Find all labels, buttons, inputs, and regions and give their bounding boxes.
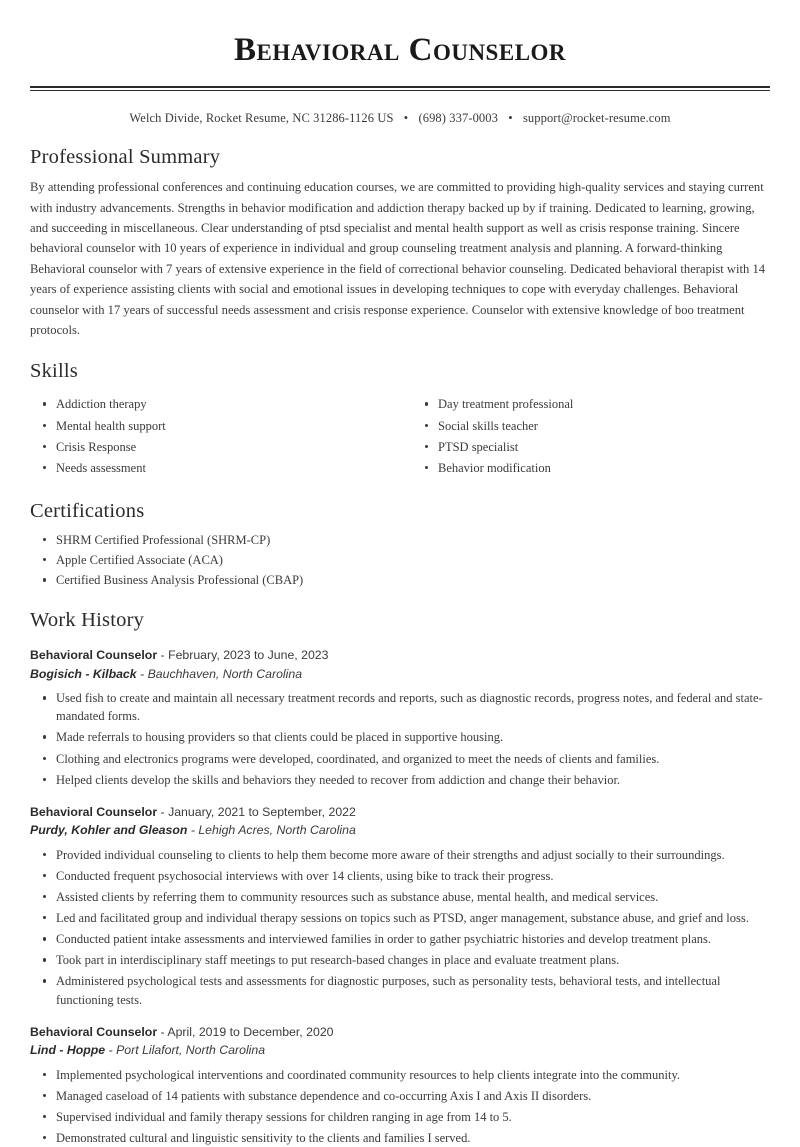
- contact-phone: (698) 337-0003: [418, 111, 498, 125]
- job-bullets: [30, 689, 770, 789]
- job-company: Purdy, Kohler and Gleason: [30, 823, 187, 837]
- contact-info: [30, 111, 770, 126]
- skills-column-right: [400, 391, 770, 480]
- list-item: Implemented psychological interventions and coordinated community resources to help clients integrate into the community.: [56, 1066, 770, 1084]
- section-professional-summary: [30, 146, 770, 340]
- list-item: Clothing and electronics programs were developed, coordinated, and organized to meet the needs of clients and families.: [56, 750, 770, 768]
- job-bullets: [30, 1066, 770, 1147]
- job-separator: -: [161, 648, 165, 662]
- job-role: Behavioral Counselor: [30, 648, 157, 662]
- contact-email: support@rocket-resume.com: [523, 111, 671, 125]
- summary-paragraph: By attending professional conferences and continuing education courses, we are committed to providing high-quality services and staying current with industry advancements. Strengths in behavior modification and addiction therapy backed up by if training. Dedicated to learning, growing, and succeeding in miscellaneous. Clear understanding of ptsd specialist and mental health support as well as crisis response training. Sincere behavioral counselor with 10 years of experience in individual and group counseling treatment analysis and planning. A forward-thinking Behavioral counselor with 7 years of extensive experience in the field of correctional behavior counseling. Dedicated behavioral therapist with 14 years of experience assisting clients with social and emotional issues in developing techniques to cope with everyday challenges. Behavioral counselor with 17 years of successful needs assessment and crisis response experience. Counselor with extensive knowledge of boo treatment protocols.: [30, 177, 770, 340]
- list-item: Provided individual counseling to clients to help them become more aware of their strengths and adjust socially to their surroundings.: [56, 846, 770, 864]
- job-location: Lehigh Acres, North Carolina: [198, 823, 355, 837]
- list-item: Apple Certified Associate (ACA): [56, 551, 770, 569]
- certifications-list: [30, 531, 770, 589]
- page-title: Behavioral Counselor: [30, 0, 770, 71]
- job-location: Bauchhaven, North Carolina: [148, 667, 303, 681]
- list-item: Day treatment professional: [438, 395, 770, 413]
- list-item: Helped clients develop the skills and behaviors they needed to recover from addiction and change their behavior.: [56, 771, 770, 789]
- job-separator: -: [161, 805, 165, 819]
- list-item: Crisis Response: [56, 438, 400, 456]
- contact-separator-2: •: [501, 111, 519, 125]
- job-dates: February, 2023 to June, 2023: [168, 648, 328, 662]
- contact-address: Welch Divide, Rocket Resume, NC 31286-1126 US: [129, 111, 393, 125]
- skills-list-left: [30, 395, 400, 477]
- list-item: Made referrals to housing providers so that clients could be placed in supportive housing.: [56, 728, 770, 746]
- job-company-line: [30, 665, 770, 683]
- list-item: SHRM Certified Professional (SHRM-CP): [56, 531, 770, 549]
- list-item: Certified Business Analysis Professional (CBAP): [56, 571, 770, 589]
- job-separator: -: [109, 1043, 113, 1057]
- list-item: Needs assessment: [56, 459, 400, 477]
- work-history-entry: [30, 646, 770, 789]
- list-item: Demonstrated cultural and linguistic sensitivity to the clients and families I served.: [56, 1129, 770, 1147]
- work-history-entry: [30, 1023, 770, 1147]
- job-separator: -: [161, 1025, 165, 1039]
- list-item: Addiction therapy: [56, 395, 400, 413]
- list-item: Administered psychological tests and assessments for diagnostic purposes, such as personality tests, behavioral tests, and intellectual functioning tests.: [56, 972, 770, 1008]
- section-certifications: [30, 500, 770, 589]
- job-title-line: [30, 803, 770, 821]
- job-separator: -: [140, 667, 144, 681]
- job-role: Behavioral Counselor: [30, 1025, 157, 1039]
- skills-columns: [30, 391, 770, 480]
- header-divider: [30, 86, 770, 91]
- section-heading-work-history: Work History: [30, 609, 770, 632]
- job-company-line: [30, 821, 770, 839]
- job-dates: January, 2021 to September, 2022: [168, 805, 356, 819]
- list-item: Managed caseload of 14 patients with substance dependence and co-occurring Axis I and Axis II disorders.: [56, 1087, 770, 1105]
- job-separator: -: [191, 823, 195, 837]
- job-company: Lind - Hoppe: [30, 1043, 105, 1057]
- skills-column-left: [30, 391, 400, 480]
- list-item: Social skills teacher: [438, 417, 770, 435]
- job-title-line: [30, 1023, 770, 1041]
- list-item: Behavior modification: [438, 459, 770, 477]
- work-history-entry: [30, 803, 770, 1009]
- job-location: Port Lilafort, North Carolina: [116, 1043, 265, 1057]
- list-item: PTSD specialist: [438, 438, 770, 456]
- list-item: Supervised individual and family therapy sessions for children ranging in age from 14 to 5.: [56, 1108, 770, 1126]
- job-dates: April, 2019 to December, 2020: [167, 1025, 333, 1039]
- contact-separator-1: •: [397, 111, 415, 125]
- job-company-line: [30, 1041, 770, 1059]
- list-item: Conducted patient intake assessments and interviewed families in order to gather psychiatric histories and develop treatment plans.: [56, 930, 770, 948]
- list-item: Assisted clients by referring them to community resources such as substance abuse, mental health, and medical services.: [56, 888, 770, 906]
- section-heading-skills: Skills: [30, 360, 770, 383]
- job-bullets: [30, 846, 770, 1009]
- list-item: Took part in interdisciplinary staff meetings to put research-based changes in place and evaluate treatment plans.: [56, 951, 770, 969]
- section-work-history: [30, 609, 770, 1147]
- divider-line-bottom: [30, 90, 770, 91]
- list-item: Led and facilitated group and individual therapy sessions on topics such as PTSD, anger management, substance abuse, and grief and loss.: [56, 909, 770, 927]
- list-item: Mental health support: [56, 417, 400, 435]
- job-company: Bogisich - Kilback: [30, 667, 137, 681]
- job-role: Behavioral Counselor: [30, 805, 157, 819]
- section-heading-summary: Professional Summary: [30, 146, 770, 169]
- job-title-line: [30, 646, 770, 664]
- section-skills: [30, 360, 770, 480]
- skills-list-right: [412, 395, 770, 477]
- section-heading-certifications: Certifications: [30, 500, 770, 523]
- list-item: Conducted frequent psychosocial interviews with over 14 clients, using bike to track their progress.: [56, 867, 770, 885]
- list-item: Used fish to create and maintain all necessary treatment records and reports, such as diagnostic records, progress notes, and federal and state-mandated forms.: [56, 689, 770, 725]
